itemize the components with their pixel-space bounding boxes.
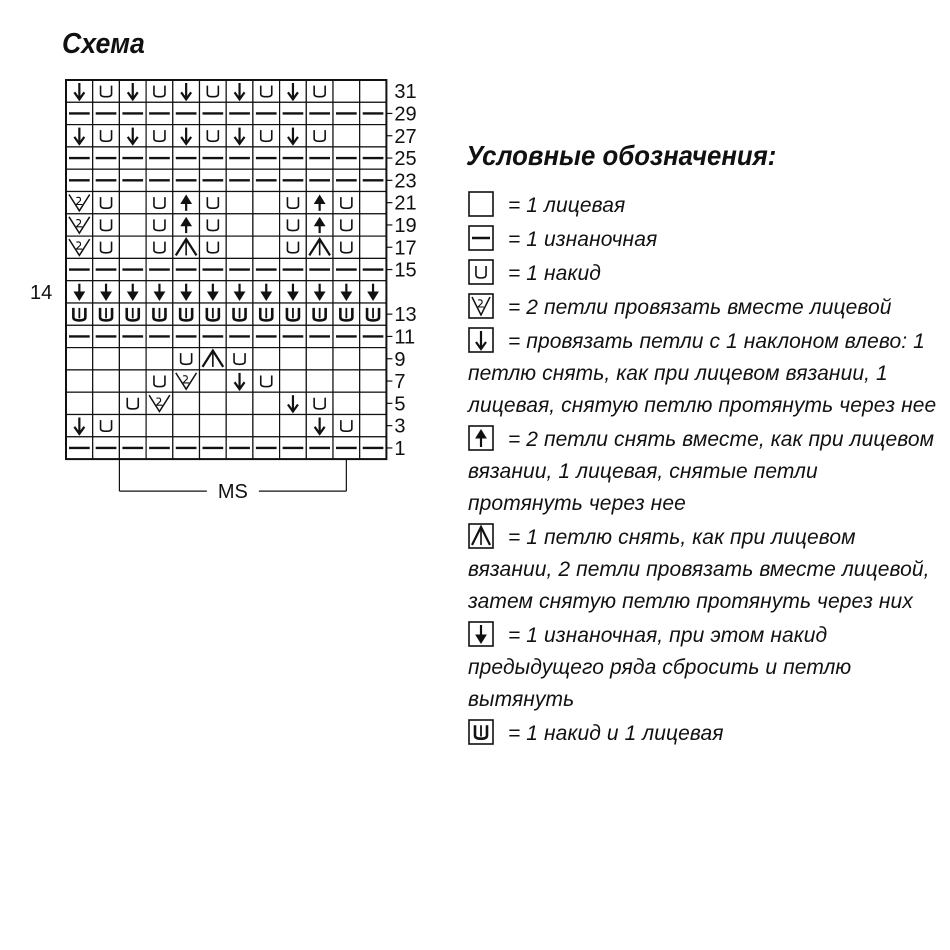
chart-cell-yo: [200, 214, 227, 236]
chart-cell-up2: [173, 192, 200, 214]
chart-cell-p: [146, 325, 173, 347]
legend-symbol-up2-icon: [468, 425, 494, 451]
chart-cell-p: [66, 102, 93, 124]
chart-cell-yok: [306, 303, 333, 325]
chart-cell-drop: [226, 281, 253, 303]
chart-cell-p: [93, 437, 120, 459]
row-number: 31: [394, 81, 417, 104]
chart-cell-p: [146, 102, 173, 124]
chart-cell-p: [226, 147, 253, 169]
chart-cell-drop: [173, 281, 200, 303]
chart-cell-p: [119, 147, 146, 169]
chart-cell-yo: [280, 214, 307, 236]
chart-cell-p: [333, 169, 360, 191]
legend-text: = 1 накид и 1 лицевая: [508, 722, 724, 745]
legend-item-yo: [468, 258, 938, 290]
legend-item-drop: [468, 620, 938, 716]
chart-cell-p: [226, 437, 253, 459]
chart-cell-p: [119, 437, 146, 459]
row-number: 7: [394, 371, 406, 394]
chart-cell-knit: [200, 392, 227, 414]
chart-cell-yo: [306, 125, 333, 147]
chart-cell-yo: [280, 236, 307, 258]
chart-cell-p: [146, 169, 173, 191]
chart-cell-drop: [333, 281, 360, 303]
chart-cell-p: [93, 325, 120, 347]
chart-cell-p: [306, 325, 333, 347]
chart-cell-yok: [146, 303, 173, 325]
legend-symbol-dec3-icon: [468, 523, 494, 549]
chart-cell-p: [306, 169, 333, 191]
chart-cell-drop: [93, 281, 120, 303]
chart-cell-yo: [253, 370, 280, 392]
chart-cell-dec_l: [306, 415, 333, 437]
chart-cell-p: [253, 258, 280, 280]
chart-cell-yo: [333, 236, 360, 258]
chart-cell-knit: [119, 192, 146, 214]
scheme-title: Схема: [62, 28, 145, 60]
chart-cell-p: [173, 147, 200, 169]
chart-cell-knit: [253, 236, 280, 258]
chart-cell-p: [66, 147, 93, 169]
chart-cell-dec3: [173, 236, 200, 258]
chart-cell-p: [93, 102, 120, 124]
chart-cell-p: [253, 325, 280, 347]
chart-cell-p: [306, 102, 333, 124]
chart-cell-dec_l: [66, 125, 93, 147]
chart-cell-knit: [119, 348, 146, 370]
chart-cell-knit: [360, 192, 387, 214]
chart-cell-p: [146, 147, 173, 169]
chart-cell-p: [226, 102, 253, 124]
chart-cell-knit: [66, 370, 93, 392]
chart-cell-knit: [173, 392, 200, 414]
chart-cell-up2: [173, 214, 200, 236]
chart-cell-knit: [360, 214, 387, 236]
chart-cell-knit: [226, 192, 253, 214]
legend-symbol-yok-icon: [468, 719, 494, 745]
chart-cell-yo: [306, 392, 333, 414]
chart-cell-p: [200, 169, 227, 191]
chart-cell-yo: [119, 392, 146, 414]
chart-cell-knit: [280, 415, 307, 437]
chart-cell-p: [146, 258, 173, 280]
chart-cell-yok: [333, 303, 360, 325]
chart-cell-dec_l: [119, 80, 146, 102]
chart-cell-p: [333, 258, 360, 280]
chart-cell-yo: [306, 80, 333, 102]
chart-cell-dec_l: [66, 80, 93, 102]
legend-item-purl: [468, 224, 938, 256]
chart-cell-knit: [280, 348, 307, 370]
chart-cell-yo: [93, 415, 120, 437]
chart-cell-knit: [119, 214, 146, 236]
chart-cell-yo: [200, 125, 227, 147]
chart-cell-yo: [93, 125, 120, 147]
chart-cell-drop: [119, 281, 146, 303]
chart-cell-knit: [360, 80, 387, 102]
chart-cell-up2: [306, 214, 333, 236]
chart-cell-dec_l: [173, 125, 200, 147]
row-number: 27: [394, 125, 417, 148]
chart-cell-dec3: [200, 348, 227, 370]
chart-cell-dec_l: [280, 392, 307, 414]
chart-cell-drop: [280, 281, 307, 303]
legend-text: = 1 петлю снять, как при лицевом вязании, 2 петли провязать вместе лицевой, затем снятую петлю протянуть через них: [468, 526, 930, 613]
legend-text: = провязать петли с 1 наклоном влево: 1 петлю снять, как при лицевом вязании, 1 лицевая, снятую петлю протянуть через нее: [468, 330, 937, 417]
chart-cell-p: [306, 147, 333, 169]
chart-cell-p: [173, 325, 200, 347]
ms-label: MS: [217, 481, 248, 504]
chart-cell-p: [146, 437, 173, 459]
chart-cell-knit: [253, 192, 280, 214]
chart-cell-yo: [146, 236, 173, 258]
chart-cell-dec_l: [226, 80, 253, 102]
chart-cell-yo: [173, 348, 200, 370]
chart-cell-knit: [93, 392, 120, 414]
row-number: 29: [394, 103, 417, 126]
chart-cell-drop: [146, 281, 173, 303]
chart-cell-knit: [226, 392, 253, 414]
chart-cell-p: [333, 102, 360, 124]
chart-cell-p: [360, 325, 387, 347]
chart-cell-yo: [146, 192, 173, 214]
chart-cell-p: [173, 258, 200, 280]
chart-cell-knit: [200, 415, 227, 437]
chart-cell-dec_l: [66, 415, 93, 437]
chart-cell-knit: [360, 415, 387, 437]
chart-cell-yo: [226, 348, 253, 370]
chart-cell-yo: [280, 192, 307, 214]
chart-cell-knit: [333, 125, 360, 147]
chart-cell-p: [360, 169, 387, 191]
chart-cell-yok: [173, 303, 200, 325]
chart-cell-p: [360, 437, 387, 459]
row-number: 5: [394, 393, 406, 416]
chart-cell-dec_l: [173, 80, 200, 102]
legend-item-yok: [468, 718, 938, 750]
chart-cell-yo: [146, 80, 173, 102]
chart-cell-dec_l: [119, 125, 146, 147]
legend-item-up2: [468, 424, 938, 520]
row-number: 11: [394, 326, 416, 349]
chart-cell-p: [253, 169, 280, 191]
chart-cell-knit: [146, 415, 173, 437]
chart-cell-dec_l: [226, 125, 253, 147]
legend-item-k2tog: [468, 292, 938, 324]
legend-symbol-knit-icon: [468, 191, 494, 217]
chart-cell-yo: [333, 192, 360, 214]
chart-cell-knit: [226, 415, 253, 437]
row-number-left: 14: [30, 281, 53, 304]
chart-cell-p: [253, 102, 280, 124]
chart-cell-yo: [253, 80, 280, 102]
chart-cell-yo: [200, 192, 227, 214]
chart-cell-p: [200, 325, 227, 347]
chart-cell-p: [280, 437, 307, 459]
chart-cell-knit: [146, 348, 173, 370]
chart-cell-knit: [119, 415, 146, 437]
chart-cell-yo: [146, 125, 173, 147]
chart-cell-yo: [93, 214, 120, 236]
chart-cell-p: [119, 169, 146, 191]
chart-cell-p: [360, 102, 387, 124]
chart-cell-yok: [93, 303, 120, 325]
chart-cell-yo: [333, 415, 360, 437]
chart-cell-knit: [253, 348, 280, 370]
row-number: 13: [394, 304, 417, 327]
chart-cell-yo: [93, 236, 120, 258]
legend-symbol-dec_l-icon: [468, 327, 494, 353]
chart-cell-p: [360, 258, 387, 280]
chart-cell-p: [66, 437, 93, 459]
row-number: 25: [394, 148, 417, 171]
chart-cell-p: [173, 169, 200, 191]
chart-cell-p: [66, 169, 93, 191]
row-number: 19: [394, 214, 417, 237]
chart-cell-p: [306, 437, 333, 459]
chart-cell-knit: [306, 348, 333, 370]
chart-cell-k2tog: [66, 214, 93, 236]
row-number: 3: [394, 415, 406, 438]
chart-cell-yok: [280, 303, 307, 325]
chart-cell-p: [253, 437, 280, 459]
chart-cell-yo: [200, 236, 227, 258]
chart-cell-knit: [333, 392, 360, 414]
chart-cell-yok: [226, 303, 253, 325]
chart-cell-drop: [253, 281, 280, 303]
chart-cell-dec_l: [226, 370, 253, 392]
chart-cell-p: [66, 258, 93, 280]
chart-cell-drop: [360, 281, 387, 303]
ms-bracket: [119, 459, 346, 503]
chart-cell-p: [226, 169, 253, 191]
chart-cell-drop: [306, 281, 333, 303]
legend-text: = 2 петли снять вместе, как при лицевом вязании, 1 лицевая, снятые петли протянуть через нее: [468, 428, 935, 515]
chart-cell-knit: [253, 415, 280, 437]
chart-cell-p: [119, 258, 146, 280]
legend-text: = 1 лицевая: [508, 194, 626, 217]
chart-cell-knit: [173, 415, 200, 437]
row-number: 17: [394, 237, 417, 260]
chart-cell-knit: [93, 348, 120, 370]
chart-cell-dec_l: [280, 125, 307, 147]
row-number: 15: [394, 259, 417, 282]
chart-cell-p: [173, 102, 200, 124]
row-number: 21: [394, 192, 417, 215]
chart-cell-knit: [119, 370, 146, 392]
chart-cell-knit: [226, 236, 253, 258]
chart-cell-p: [280, 325, 307, 347]
chart-cell-knit: [306, 370, 333, 392]
chart-cell-knit: [119, 236, 146, 258]
chart-cell-p: [173, 437, 200, 459]
chart-cell-p: [119, 325, 146, 347]
chart-cell-knit: [360, 392, 387, 414]
chart-cell-p: [360, 147, 387, 169]
chart-cell-knit: [253, 214, 280, 236]
chart-cell-dec_l: [280, 80, 307, 102]
chart-cell-p: [333, 437, 360, 459]
chart-cell-p: [280, 169, 307, 191]
legend-item-dec3: [468, 522, 938, 618]
chart-cell-yok: [119, 303, 146, 325]
chart-cell-yo: [146, 214, 173, 236]
legend-title: Условные обозначения:: [466, 140, 777, 171]
chart-cell-p: [333, 325, 360, 347]
chart-cell-k2tog: [146, 392, 173, 414]
chart-cell-p: [200, 437, 227, 459]
chart-cell-knit: [226, 214, 253, 236]
legend-symbol-k2tog-icon: [468, 293, 494, 319]
row-number: 23: [394, 170, 417, 193]
legend-item-knit: [468, 190, 938, 222]
chart-cell-p: [93, 258, 120, 280]
chart-cell-p: [226, 325, 253, 347]
chart-cell-knit: [66, 348, 93, 370]
chart-cell-knit: [360, 370, 387, 392]
legend-item-dec_l: [468, 326, 938, 422]
chart-cell-drop: [66, 281, 93, 303]
chart-cell-dec3: [306, 236, 333, 258]
chart-cell-p: [200, 102, 227, 124]
legend-text: = 1 накид: [508, 262, 601, 285]
chart-cell-p: [93, 169, 120, 191]
legend-symbol-purl-icon: [468, 225, 494, 251]
chart-cell-p: [280, 258, 307, 280]
chart-cells: [66, 80, 386, 459]
legend: [468, 190, 938, 752]
chart-cell-p: [333, 147, 360, 169]
chart-cell-knit: [93, 370, 120, 392]
chart-cell-yo: [146, 370, 173, 392]
chart-cell-p: [200, 258, 227, 280]
chart-cell-yo: [93, 192, 120, 214]
chart-cell-k2tog: [66, 192, 93, 214]
chart-cell-p: [253, 147, 280, 169]
chart-cell-knit: [200, 370, 227, 392]
chart-cell-knit: [360, 348, 387, 370]
legend-symbol-yo-icon: [468, 259, 494, 285]
chart-cell-yo: [93, 80, 120, 102]
chart-cell-k2tog: [173, 370, 200, 392]
chart-cell-knit: [333, 370, 360, 392]
legend-text: = 1 изнаночная: [508, 228, 658, 251]
row-number: 1: [394, 437, 406, 460]
chart-cell-p: [306, 258, 333, 280]
chart-cell-p: [119, 102, 146, 124]
chart-cell-knit: [253, 392, 280, 414]
chart-cell-yok: [66, 303, 93, 325]
chart-cell-yok: [200, 303, 227, 325]
chart-cell-yok: [253, 303, 280, 325]
row-number: 9: [394, 348, 406, 371]
chart-cell-p: [226, 258, 253, 280]
chart-cell-p: [280, 102, 307, 124]
chart-cell-yo: [200, 80, 227, 102]
legend-text: = 1 изнаночная, при этом накид предыдущего ряда сбросить и петлю вытянуть: [468, 624, 852, 711]
chart-cell-knit: [360, 125, 387, 147]
chart-cell-yo: [333, 214, 360, 236]
chart-cell-p: [200, 147, 227, 169]
chart-cell-yok: [360, 303, 387, 325]
chart-cell-p: [93, 147, 120, 169]
chart-cell-p: [280, 147, 307, 169]
chart-cell-knit: [333, 80, 360, 102]
chart-cell-up2: [306, 192, 333, 214]
chart-cell-k2tog: [66, 236, 93, 258]
chart-cell-p: [66, 325, 93, 347]
legend-text: = 2 петли провязать вместе лицевой: [508, 296, 892, 319]
chart-cell-knit: [333, 348, 360, 370]
chart-cell-knit: [280, 370, 307, 392]
chart-cell-knit: [360, 236, 387, 258]
chart-cell-yo: [253, 125, 280, 147]
chart-cell-knit: [66, 392, 93, 414]
legend-symbol-drop-icon: [468, 621, 494, 647]
chart-cell-drop: [200, 281, 227, 303]
